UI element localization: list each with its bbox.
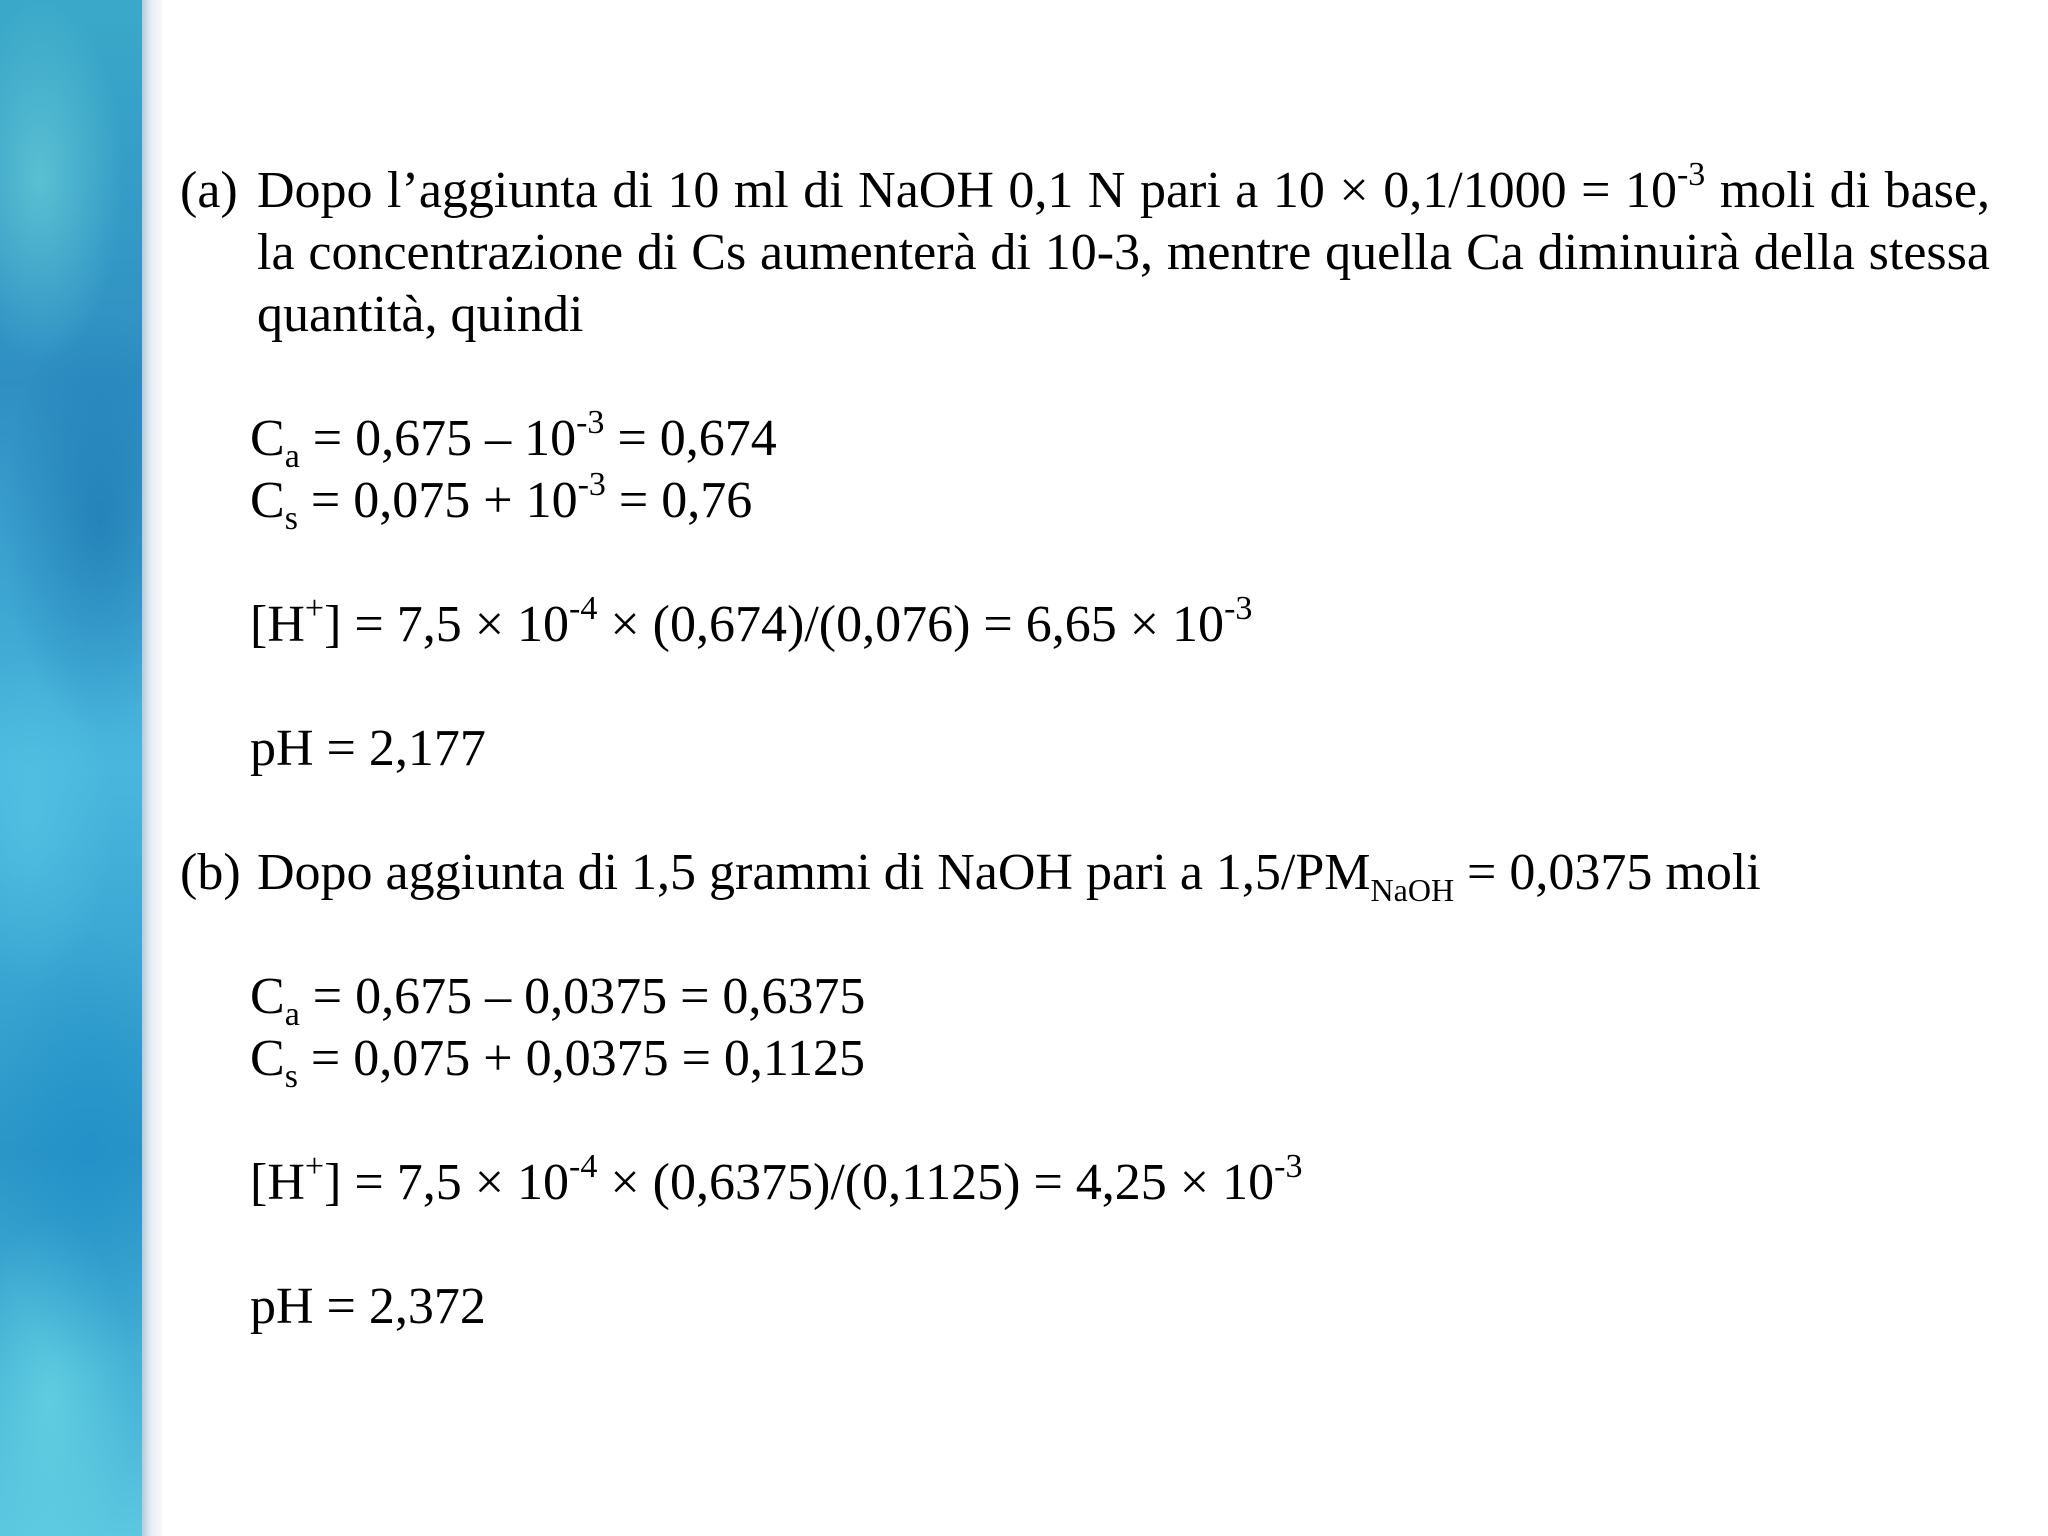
h-charge: + [304,590,325,627]
section-a-label: (a) [180,162,238,219]
section-a-ph: pH = 2,177 [250,720,486,777]
section-a-exponent: -3 [1676,156,1706,193]
h-expression-part1: ] = 7,5 × 10 [324,1154,570,1211]
cs-subscript: s [284,500,298,537]
ca-result: = 0,674 [604,410,777,467]
ca-subscript: a [284,996,300,1033]
cs-symbol: C [250,1030,285,1087]
h-charge: + [304,1148,325,1185]
spacer [180,904,1990,966]
section-b-ca-equation [250,966,1990,1033]
cs-expression: = 0,075 + 0,0375 = 0,1125 [297,1030,865,1087]
section-b-ph: pH = 2,372 [250,1278,486,1335]
h-bracket-open: [H [250,596,305,653]
section-b-text [257,842,1990,908]
ca-symbol: C [250,968,285,1025]
spacer [180,1214,1990,1276]
cs-expression: = 0,075 + 10 [297,472,578,529]
section-a-ca-equation [250,404,1990,475]
section-a-paragraph [180,156,1990,346]
pm-subscript: NaOH [1370,872,1455,908]
cs-exponent: -3 [577,466,606,503]
spacer [180,346,1990,408]
ca-subscript: a [284,438,300,475]
spacer [180,656,1990,718]
h-expression-part2: × (0,6375)/(0,1125) = 4,25 × 10 [597,1154,1275,1211]
cs-result: = 0,76 [605,472,753,529]
h-exponent-1: -4 [569,590,598,627]
h-exponent-1: -4 [569,1148,598,1185]
cs-symbol: C [250,472,285,529]
spacer [180,780,1990,842]
spacer [180,532,1990,594]
section-b-cs-equation [250,1028,1990,1095]
decorative-side-band [0,0,142,1536]
ca-symbol: C [250,410,285,467]
section-a-text-part2: moli di base, la concentrazione di Cs aumenterà di 10-3, mentre quella Ca diminuirà della stessa quantità, quindi [257,162,1990,343]
section-b-label: (b) [180,844,241,901]
h-exponent-2: -3 [1224,590,1253,627]
section-a-text [257,156,1990,346]
section-b-text-part2: = 0,0375 moli [1454,844,1761,901]
section-b-text-part1: Dopo aggiunta di 1,5 grammi di NaOH pari a 1,5/PM [257,844,1371,901]
section-a-h-equation [250,590,1990,656]
cs-subscript: s [284,1058,298,1095]
slide-content [180,156,1990,1338]
ca-exponent: -3 [576,404,605,441]
section-a-text-part1: Dopo l’aggiunta di 10 ml di NaOH 0,1 N pari a 10 × 0,1/1000 = 10 [257,162,1677,219]
h-expression-part1: ] = 7,5 × 10 [324,596,570,653]
side-band-divider [142,0,162,1536]
section-b-paragraph [180,842,1990,908]
spacer [180,1090,1990,1152]
h-expression-part2: × (0,674)/(0,076) = 6,65 × 10 [597,596,1225,653]
ca-expression: = 0,675 – 0,0375 = 0,6375 [299,968,866,1025]
h-bracket-open: [H [250,1154,305,1211]
ca-expression: = 0,675 – 10 [299,410,577,467]
section-a-cs-equation [250,466,1990,537]
h-exponent-2: -3 [1274,1148,1303,1185]
section-b-h-equation [250,1148,1990,1214]
